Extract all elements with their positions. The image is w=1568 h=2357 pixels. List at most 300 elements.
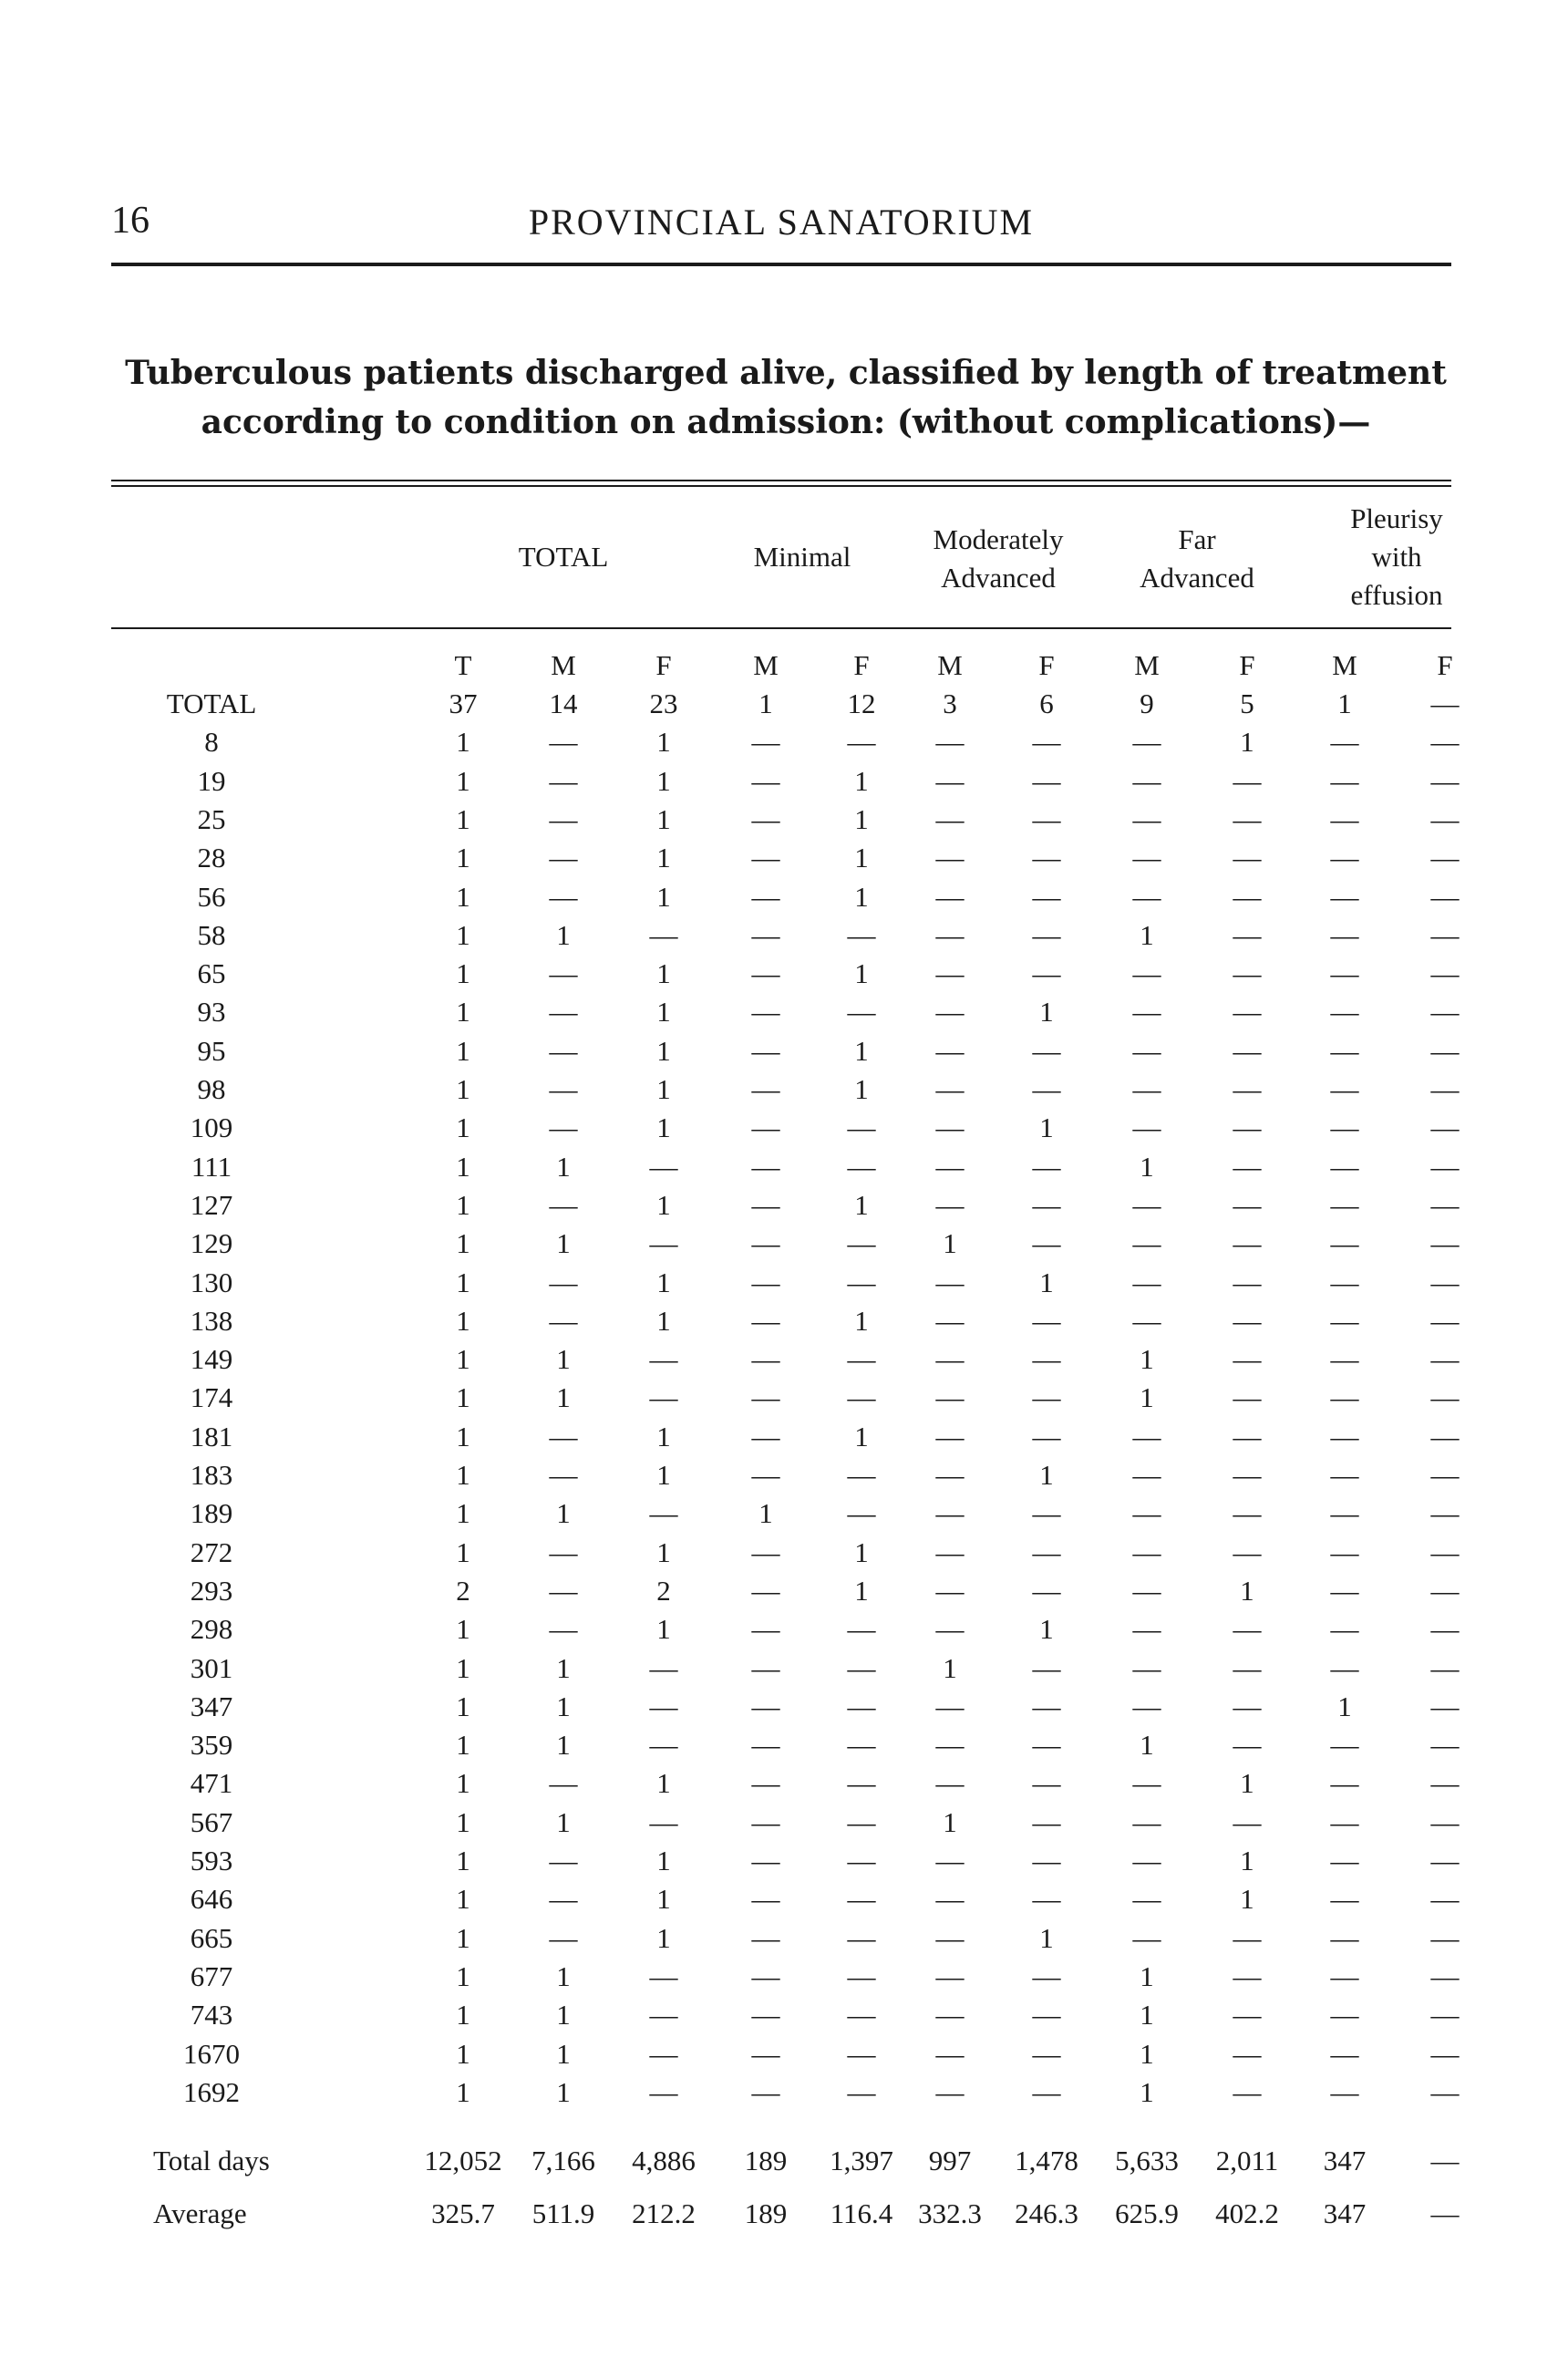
- table-cell: 1: [456, 996, 470, 1028]
- table-cell: 23: [649, 687, 678, 719]
- table-cell: 1: [1140, 2038, 1154, 2070]
- column-group-far: [1140, 521, 1254, 597]
- table-cell: —: [1233, 1111, 1262, 1143]
- table-cell: —: [1132, 881, 1161, 913]
- table-cell: —: [1430, 1536, 1460, 1568]
- table-cell: 1: [656, 1459, 671, 1491]
- table-row-label: 1692: [183, 2076, 240, 2108]
- table-cell: 1: [456, 1883, 470, 1915]
- table-cell: —: [1132, 803, 1161, 835]
- table-cell: —: [1430, 803, 1460, 835]
- table-cell: 1: [456, 1073, 470, 1105]
- table-cell: —: [935, 1922, 965, 1954]
- table-cell: 1: [1240, 1575, 1254, 1607]
- table-cell: —: [1032, 919, 1061, 951]
- table-cell: 1: [1140, 1151, 1154, 1183]
- table-cell: —: [1430, 1767, 1460, 1799]
- table-cell: 1: [854, 957, 869, 989]
- table-cell: 1: [556, 1381, 571, 1413]
- table-cell: —: [1032, 1381, 1061, 1413]
- table-cell: 1: [854, 803, 869, 835]
- table-cell: —: [1430, 687, 1460, 719]
- table-cell: —: [1330, 765, 1359, 797]
- table-cell: —: [1330, 1421, 1359, 1452]
- table-cell: —: [1430, 1035, 1460, 1067]
- table-cell: 1: [758, 1497, 773, 1529]
- table-cell: —: [847, 2038, 876, 2070]
- table-cell: —: [549, 996, 578, 1028]
- table-cell: —: [1430, 1999, 1460, 2031]
- table-cell: —: [1233, 1035, 1262, 1067]
- table-cell: —: [935, 1729, 965, 1761]
- table-cell: —: [649, 919, 678, 951]
- table-cell: —: [751, 1266, 780, 1298]
- table-cell: 1: [456, 803, 470, 835]
- table-cell: —: [1233, 1421, 1262, 1452]
- table-cell: 1: [456, 919, 470, 951]
- column-group-minimal: [754, 538, 851, 576]
- table-cell: 347: [1323, 2145, 1367, 2176]
- table-row-label: 183: [190, 1459, 233, 1491]
- table-cell: —: [1233, 1729, 1262, 1761]
- table-cell: 1: [656, 726, 671, 758]
- table-cell: 1: [1039, 1922, 1054, 1954]
- table-row-label: 25: [197, 803, 226, 835]
- table-cell: 1: [656, 1845, 671, 1876]
- table-cell: —: [847, 1883, 876, 1915]
- table-cell: —: [1233, 919, 1262, 951]
- table-cell: —: [935, 996, 965, 1028]
- table-cell: 1: [456, 881, 470, 913]
- table-cell: 1: [656, 1305, 671, 1337]
- table-cell: —: [935, 1999, 965, 2031]
- table-cell: —: [549, 1305, 578, 1337]
- table-cell: —: [1430, 2145, 1460, 2176]
- table-row-label: 93: [197, 996, 226, 1028]
- table-cell: —: [847, 919, 876, 951]
- table-cell: 1: [854, 765, 869, 797]
- table-row-label: 593: [190, 1845, 233, 1876]
- table-cell: —: [1233, 1497, 1262, 1529]
- table-cell: —: [1132, 1922, 1161, 1954]
- table-row-label: 98: [197, 1073, 226, 1105]
- table-cell: —: [1330, 1883, 1359, 1915]
- table-row-label: 129: [190, 1227, 233, 1259]
- table-cell: —: [1330, 1459, 1359, 1491]
- table-cell: 1: [1337, 1690, 1352, 1722]
- table-cell: 1: [556, 1806, 571, 1838]
- table-row-label: 567: [190, 1806, 233, 1838]
- table-cell: —: [1132, 1767, 1161, 1799]
- table-row-label: 149: [190, 1343, 233, 1375]
- table-cell: —: [1132, 1845, 1161, 1876]
- table-cell: —: [549, 1266, 578, 1298]
- running-title: PROVINCIAL SANATORIUM: [528, 202, 1035, 243]
- table-cell: —: [1430, 1111, 1460, 1143]
- table-cell: —: [935, 1305, 965, 1337]
- table-cell: —: [751, 1381, 780, 1413]
- table-cell: 1: [854, 1536, 869, 1568]
- table-cell: 1: [1039, 1613, 1054, 1645]
- table-cell: 1: [456, 1767, 470, 1799]
- table-row-label: 359: [190, 1729, 233, 1761]
- table-cell: —: [935, 842, 965, 874]
- table-cell: —: [847, 726, 876, 758]
- table-cell: 1: [1240, 726, 1254, 758]
- table-cell: —: [1430, 1421, 1460, 1452]
- summary-row-label: Average: [153, 2197, 247, 2229]
- table-cell: —: [751, 1459, 780, 1491]
- table-cell: —: [1233, 1652, 1262, 1684]
- table-cell: —: [1430, 1151, 1460, 1183]
- table-cell: —: [649, 1729, 678, 1761]
- table-cell: 5,633: [1115, 2145, 1179, 2176]
- table-cell: 1: [1240, 1845, 1254, 1876]
- table-cell: —: [1132, 1613, 1161, 1645]
- table-cell: —: [1233, 1806, 1262, 1838]
- table-cell: —: [1032, 1497, 1061, 1529]
- table-cell: 37: [449, 687, 478, 719]
- column-group-pleurisy: [1350, 500, 1443, 615]
- column-group-label-line: with: [1371, 541, 1422, 573]
- table-cell: 3: [943, 687, 957, 719]
- column-group-label-line: Moderately: [933, 523, 1064, 555]
- table-cell: —: [1430, 1381, 1460, 1413]
- table-cell: 347: [1323, 2197, 1367, 2229]
- table-cell: 1: [656, 1922, 671, 1954]
- table-cell: 1: [1039, 1459, 1054, 1491]
- table-cell: 402.2: [1215, 2197, 1279, 2229]
- table-cell: —: [1032, 1343, 1061, 1375]
- table-row-label: 743: [190, 1999, 233, 2031]
- table-cell: 1: [556, 919, 571, 951]
- table-cell: 1: [656, 1536, 671, 1568]
- table-cell: —: [549, 1845, 578, 1876]
- table-row-label: 665: [190, 1922, 233, 1954]
- table-cell: —: [549, 842, 578, 874]
- header-rule: [111, 263, 1451, 266]
- table-cell: —: [1330, 1575, 1359, 1607]
- table-row-label: 65: [197, 957, 226, 989]
- table-cell: —: [1032, 1035, 1061, 1067]
- table-cell: 1: [456, 1111, 470, 1143]
- table-cell: —: [1233, 1073, 1262, 1105]
- table-cell: 1: [456, 1266, 470, 1298]
- table-cell: —: [935, 957, 965, 989]
- table-cell: 1: [456, 1343, 470, 1375]
- table-cell: 1: [758, 687, 773, 719]
- table-cell: —: [751, 842, 780, 874]
- table-cell: —: [847, 1767, 876, 1799]
- table-cell: 1: [556, 1652, 571, 1684]
- table-cell: 1: [456, 1497, 470, 1529]
- table-cell: 1: [556, 1497, 571, 1529]
- table-cell: 116.4: [830, 2197, 893, 2229]
- column-group-moderately: [934, 521, 1064, 597]
- table-cell: —: [1132, 1883, 1161, 1915]
- table-row-label: 298: [190, 1613, 233, 1645]
- table-cell: 1: [456, 726, 470, 758]
- table-cell: —: [935, 1381, 965, 1413]
- table-cell: 1: [456, 1652, 470, 1684]
- table-cell: —: [1032, 1883, 1061, 1915]
- table-cell: 1: [456, 1536, 470, 1568]
- table-row-label: 189: [190, 1497, 233, 1529]
- table-cell: —: [935, 1343, 965, 1375]
- table-cell: 1: [1039, 1266, 1054, 1298]
- table-cell: —: [1032, 1806, 1061, 1838]
- table-cell: —: [1430, 1883, 1460, 1915]
- table-cell: —: [751, 803, 780, 835]
- table-cell: —: [649, 2076, 678, 2108]
- table-cell: —: [1032, 2038, 1061, 2070]
- table-cell: —: [1032, 726, 1061, 758]
- sub-header: M: [551, 649, 576, 681]
- table-top-rule-double: [111, 485, 1451, 487]
- sub-header: M: [1134, 649, 1160, 681]
- table-cell: —: [649, 1343, 678, 1375]
- table-cell: —: [935, 1575, 965, 1607]
- table-cell: —: [751, 1806, 780, 1838]
- table-cell: —: [847, 1613, 876, 1645]
- table-cell: —: [847, 996, 876, 1028]
- running-head: [111, 199, 1451, 253]
- table-cell: —: [847, 1381, 876, 1413]
- table-cell: —: [1032, 1189, 1061, 1221]
- table-cell: —: [751, 1729, 780, 1761]
- table-cell: 189: [744, 2197, 788, 2229]
- table-cell: —: [1233, 1922, 1262, 1954]
- table-cell: —: [1233, 1266, 1262, 1298]
- table-cell: —: [1430, 1845, 1460, 1876]
- table-row-label: 347: [190, 1690, 233, 1722]
- table-cell: 1: [943, 1227, 957, 1259]
- table-cell: —: [751, 1767, 780, 1799]
- sub-header: F: [1437, 649, 1453, 681]
- table-cell: —: [549, 957, 578, 989]
- table-row-label: 1670: [183, 2038, 240, 2070]
- table-cell: —: [1430, 1690, 1460, 1722]
- table-cell: —: [751, 1073, 780, 1105]
- table-cell: —: [1032, 1960, 1061, 1992]
- table-cell: 1: [556, 1227, 571, 1259]
- table-cell: —: [1233, 842, 1262, 874]
- table-cell: —: [1430, 765, 1460, 797]
- table-cell: —: [1132, 1536, 1161, 1568]
- table-cell: 9: [1140, 687, 1154, 719]
- table-cell: —: [1330, 1381, 1359, 1413]
- table-cell: —: [549, 1421, 578, 1452]
- table-row-label: TOTAL: [166, 687, 257, 719]
- table-cell: —: [649, 1151, 678, 1183]
- table-cell: 997: [928, 2145, 972, 2176]
- table-cell: —: [935, 1690, 965, 1722]
- column-group-label-line: Far: [1178, 523, 1216, 555]
- table-cell: —: [1233, 996, 1262, 1028]
- table-cell: 1: [456, 1690, 470, 1722]
- table-caption: [111, 348, 1460, 447]
- table-cell: —: [751, 1227, 780, 1259]
- table-cell: —: [649, 2038, 678, 2070]
- table-cell: 1: [456, 2038, 470, 2070]
- table-cell: —: [751, 726, 780, 758]
- table-cell: 12: [847, 687, 876, 719]
- table-cell: —: [935, 1845, 965, 1876]
- table-cell: —: [935, 2038, 965, 2070]
- table-cell: 1: [456, 1189, 470, 1221]
- table-cell: 1: [1140, 1381, 1154, 1413]
- table-cell: —: [751, 1536, 780, 1568]
- table-cell: —: [847, 1227, 876, 1259]
- table-cell: —: [935, 1497, 965, 1529]
- table-cell: 1: [456, 957, 470, 989]
- table-cell: —: [1233, 1536, 1262, 1568]
- table-cell: —: [751, 1922, 780, 1954]
- table-cell: —: [1330, 1305, 1359, 1337]
- sub-header: M: [937, 649, 963, 681]
- table-cell: 1: [456, 1305, 470, 1337]
- table-cell: —: [935, 1767, 965, 1799]
- table-cell: —: [751, 2038, 780, 2070]
- table-cell: 1: [456, 1806, 470, 1838]
- table-row-label: 174: [190, 1381, 233, 1413]
- table-cell: 1: [456, 1421, 470, 1452]
- table-cell: 1: [456, 1035, 470, 1067]
- table-cell: —: [649, 1381, 678, 1413]
- caption-line-2: according to condition on admission: (without complications)—: [201, 403, 1371, 441]
- table-cell: —: [935, 919, 965, 951]
- table-cell: —: [1430, 1806, 1460, 1838]
- table-cell: —: [1132, 1305, 1161, 1337]
- table-cell: —: [847, 1652, 876, 1684]
- table-cell: —: [935, 1883, 965, 1915]
- table-cell: —: [1032, 1767, 1061, 1799]
- table-cell: 332.3: [918, 2197, 982, 2229]
- table-cell: 1: [456, 1227, 470, 1259]
- table-cell: —: [1330, 842, 1359, 874]
- table-cell: —: [1233, 2038, 1262, 2070]
- table-cell: —: [1330, 2076, 1359, 2108]
- column-group-total: [519, 538, 609, 576]
- table-cell: 1: [656, 1189, 671, 1221]
- table-cell: —: [1330, 1922, 1359, 1954]
- table-cell: —: [935, 1536, 965, 1568]
- table-cell: 1: [556, 1999, 571, 2031]
- column-group-label-line: Advanced: [941, 562, 1056, 594]
- table-cell: 1: [556, 2076, 571, 2108]
- sub-header: F: [655, 649, 672, 681]
- table-cell: 511.9: [531, 2197, 595, 2229]
- table-cell: —: [1330, 919, 1359, 951]
- table-cell: —: [1430, 1343, 1460, 1375]
- table-cell: —: [1132, 1073, 1161, 1105]
- table-cell: —: [1430, 842, 1460, 874]
- table-cell: —: [1330, 1767, 1359, 1799]
- table-cell: 7,166: [531, 2145, 595, 2176]
- table-cell: —: [1330, 2038, 1359, 2070]
- table-cell: 5: [1240, 687, 1254, 719]
- table-cell: —: [1430, 2076, 1460, 2108]
- table-cell: —: [1032, 1729, 1061, 1761]
- table-cell: —: [1132, 1227, 1161, 1259]
- sub-header: F: [853, 649, 870, 681]
- table-cell: 1: [656, 957, 671, 989]
- sub-header: M: [753, 649, 779, 681]
- table-cell: —: [751, 1883, 780, 1915]
- table-cell: —: [935, 803, 965, 835]
- table-cell: —: [1132, 1652, 1161, 1684]
- table-cell: —: [1233, 2076, 1262, 2108]
- table-cell: —: [1430, 1960, 1460, 1992]
- table-cell: —: [1330, 1035, 1359, 1067]
- table-cell: —: [847, 1266, 876, 1298]
- table-cell: —: [1430, 2197, 1460, 2229]
- table-cell: —: [935, 1151, 965, 1183]
- sub-header: M: [1332, 649, 1357, 681]
- table-row-label: 56: [197, 881, 226, 913]
- table-cell: —: [1430, 1305, 1460, 1337]
- table-cell: —: [1132, 1690, 1161, 1722]
- table-cell: 1: [656, 1613, 671, 1645]
- table-cell: —: [549, 1035, 578, 1067]
- table-cell: 4,886: [632, 2145, 696, 2176]
- table-cell: —: [549, 1922, 578, 1954]
- table-cell: —: [649, 1690, 678, 1722]
- table-cell: 14: [549, 687, 578, 719]
- table-cell: —: [935, 1189, 965, 1221]
- table-cell: —: [1032, 1421, 1061, 1452]
- table-cell: —: [649, 1960, 678, 1992]
- table-cell: 1: [854, 1189, 869, 1221]
- table-cell: 1: [1240, 1767, 1254, 1799]
- table-cell: —: [751, 1652, 780, 1684]
- table-cell: 1: [656, 1421, 671, 1452]
- table-cell: —: [1330, 1806, 1359, 1838]
- caption-line-1: Tuberculous patients discharged alive, classified by length of treatment: [125, 354, 1447, 392]
- table-cell: —: [1330, 1151, 1359, 1183]
- table-row-label: 646: [190, 1883, 233, 1915]
- table-cell: —: [1132, 1111, 1161, 1143]
- table-cell: —: [1233, 1151, 1262, 1183]
- table-cell: —: [1032, 842, 1061, 874]
- table-cell: 1: [456, 765, 470, 797]
- table-cell: —: [1430, 1266, 1460, 1298]
- table-cell: —: [1233, 803, 1262, 835]
- table-cell: 1: [854, 842, 869, 874]
- table-cell: —: [1132, 1459, 1161, 1491]
- table-cell: 1: [456, 1922, 470, 1954]
- table-cell: —: [1233, 881, 1262, 913]
- table-cell: —: [847, 1922, 876, 1954]
- table-cell: 325.7: [431, 2197, 495, 2229]
- table-cell: 1: [556, 1960, 571, 1992]
- table-cell: —: [1430, 1189, 1460, 1221]
- table-cell: —: [1430, 996, 1460, 1028]
- table-row-label: 677: [190, 1960, 233, 1992]
- table-row-label: 293: [190, 1575, 233, 1607]
- table-cell: —: [549, 1459, 578, 1491]
- table-cell: —: [751, 1613, 780, 1645]
- table-cell: —: [1132, 1035, 1161, 1067]
- table-cell: —: [549, 1111, 578, 1143]
- table-cell: —: [1330, 1111, 1359, 1143]
- table-cell: —: [935, 726, 965, 758]
- table-cell: —: [1330, 1343, 1359, 1375]
- column-group-label-line: Minimal: [753, 541, 851, 573]
- table-cell: —: [1132, 1806, 1161, 1838]
- table-cell: —: [1032, 765, 1061, 797]
- table-cell: 6: [1039, 687, 1054, 719]
